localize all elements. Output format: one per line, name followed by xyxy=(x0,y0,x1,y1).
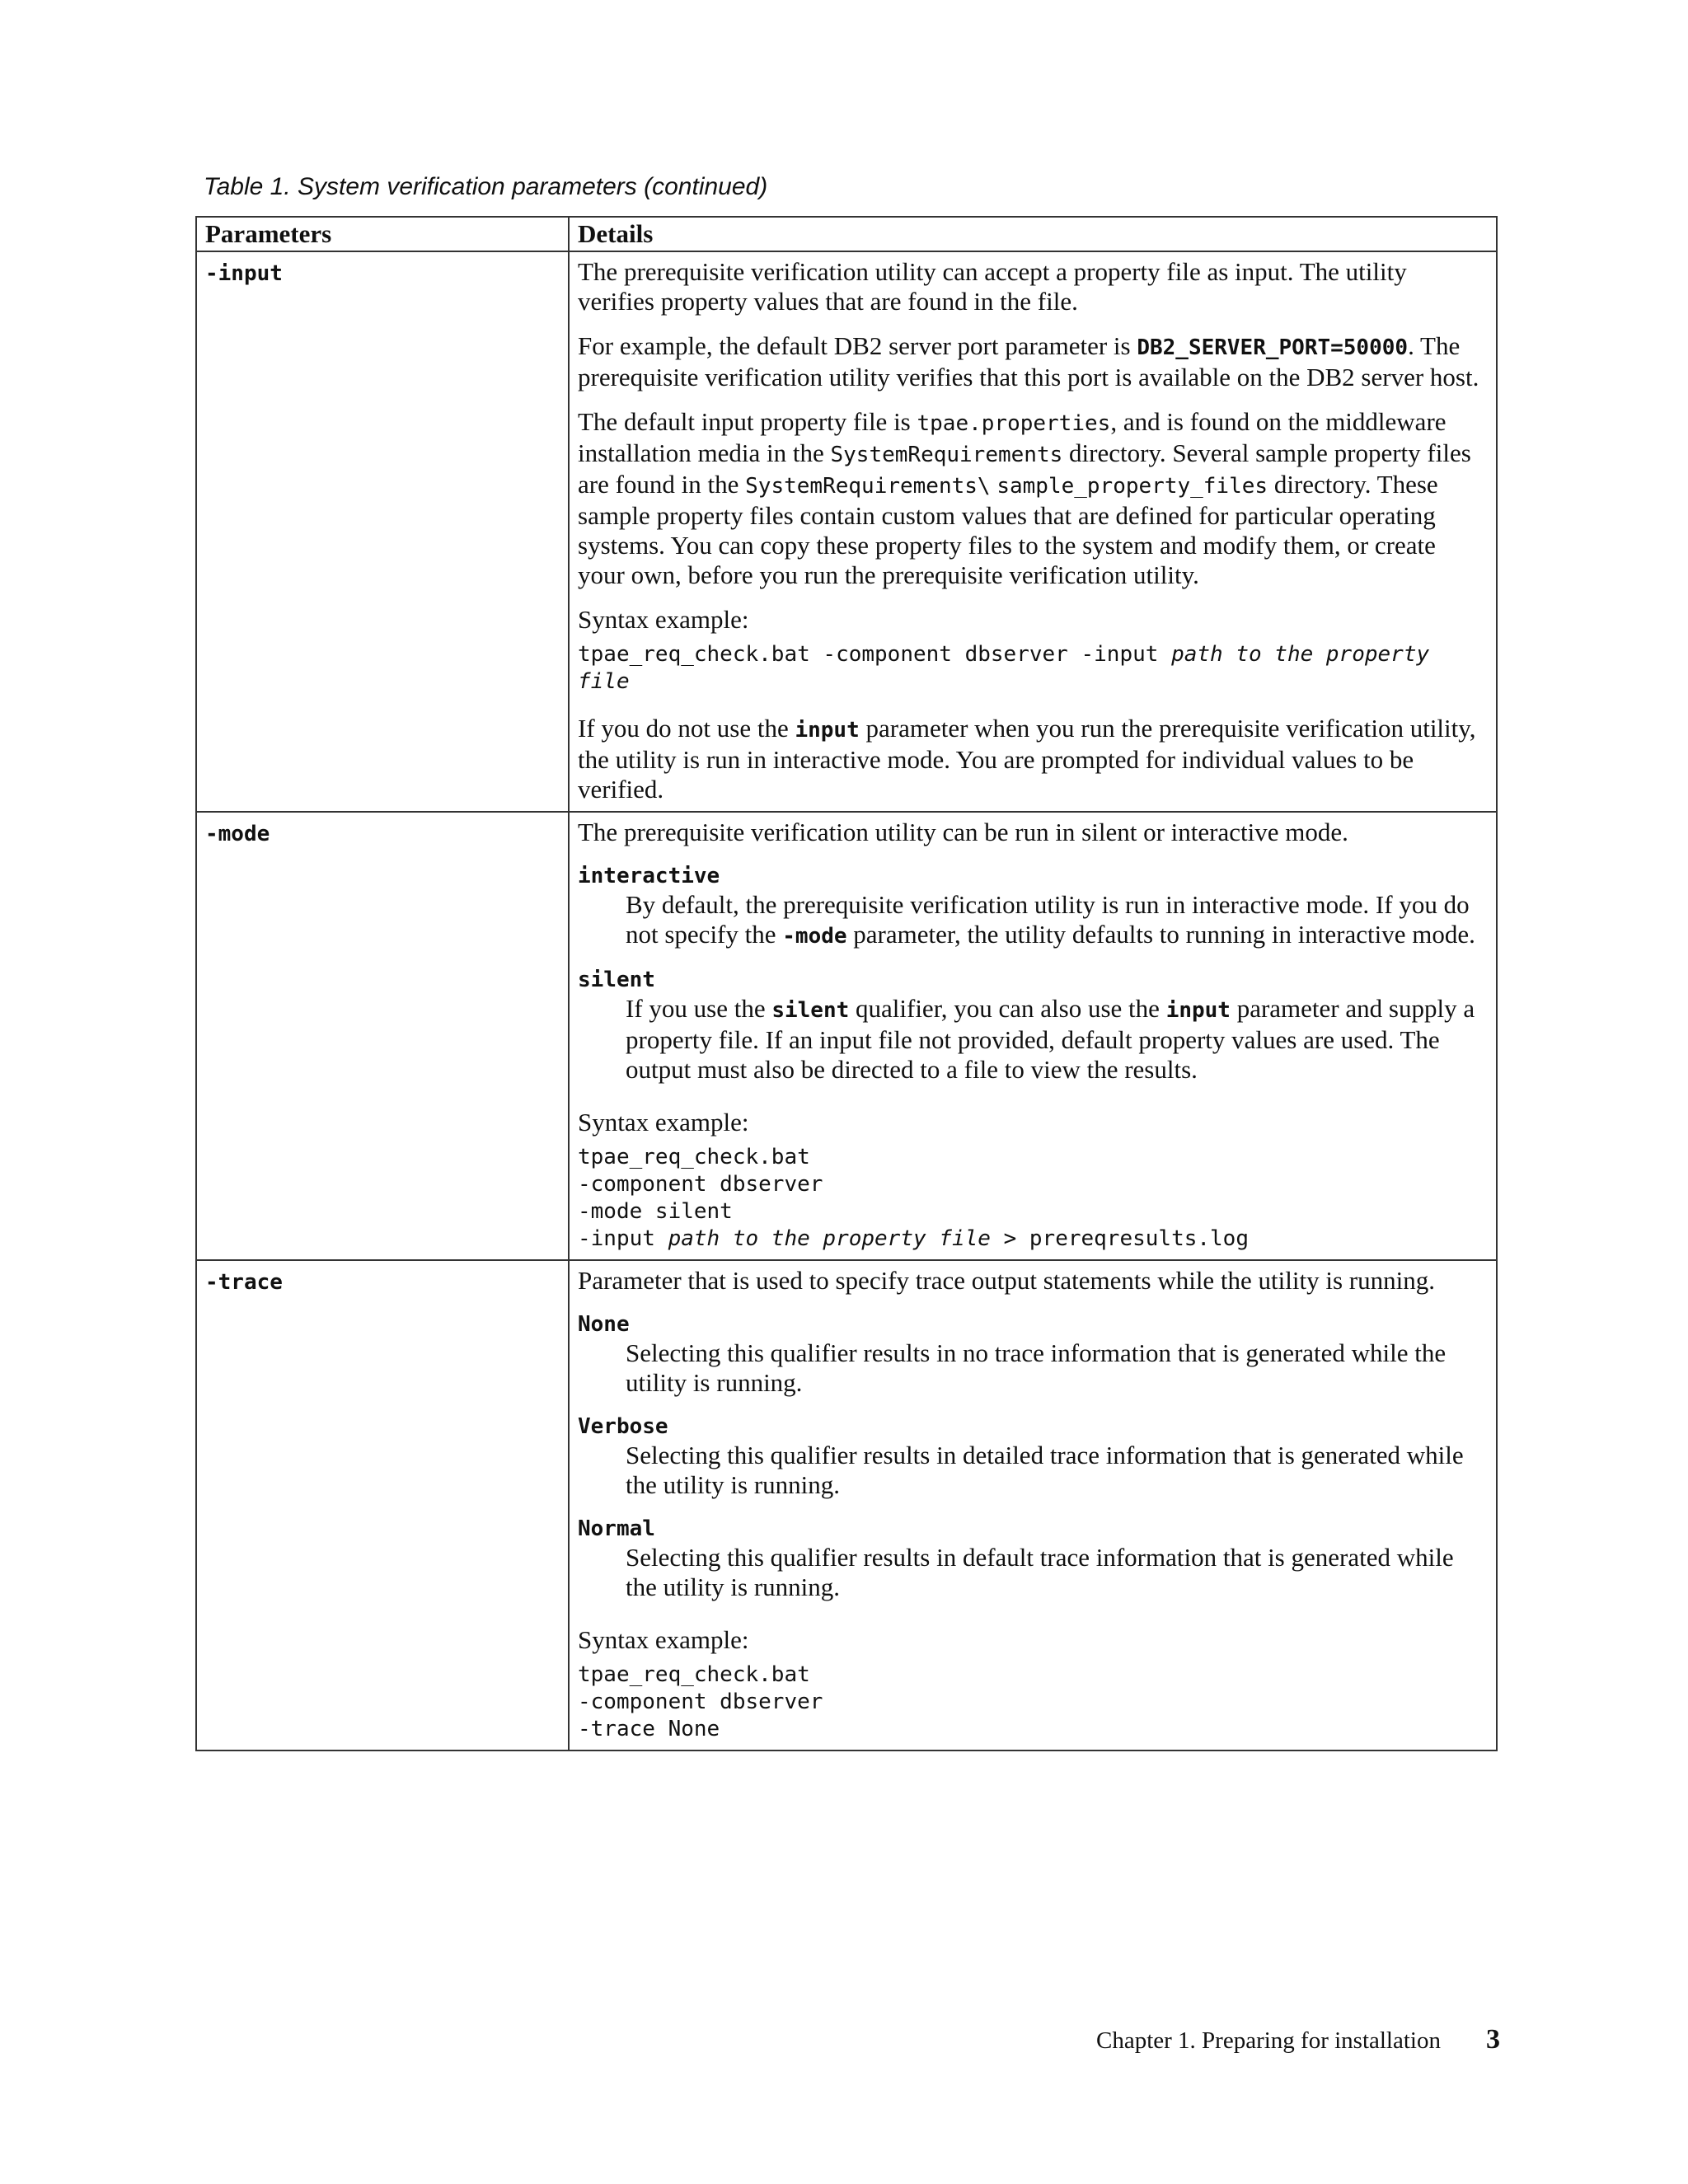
table-caption: Table 1. System verification parameters (continued) xyxy=(204,173,768,200)
qualifier-definition: Selecting this qualifier results in no trace information that is generated while the utility is running. xyxy=(626,1338,1447,1397)
param-cell xyxy=(196,1260,569,1750)
qualifier-term: interactive xyxy=(578,864,720,888)
qualifier-definition: If you use the silent qualifier, you can also use the input parameter and supply a property file. If an input file not provided, default property values are used. The output must also be directed to a file to view the results. xyxy=(626,994,1475,1084)
qualifier-term: Normal xyxy=(578,1516,655,1541)
parameters-table xyxy=(195,216,1498,1751)
qualifier-definition: Selecting this qualifier results in default trace information that is generated while the utility is running. xyxy=(626,1543,1454,1601)
details-cell xyxy=(569,812,1497,1260)
header-parameters: Parameters xyxy=(196,217,569,251)
syntax-label: Syntax example: xyxy=(578,605,749,634)
details-cell xyxy=(569,251,1497,812)
details-paragraph: If you do not use the input parameter when you run the prerequisite verification utility, the utility is run in interactive mode. You are prompted for individual values to be verified. xyxy=(578,714,1476,804)
syntax-label: Syntax example: xyxy=(578,1108,749,1137)
param-cell xyxy=(196,812,569,1260)
table-header-row xyxy=(196,217,1497,251)
syntax-code: tpae_req_check.bat -component dbserver -trace None xyxy=(578,1662,823,1741)
details-paragraph: Parameter that is used to specify trace output statements while the utility is running. xyxy=(578,1266,1435,1295)
param-name: -input xyxy=(205,261,283,286)
syntax-code: tpae_req_check.bat -component dbserver -input path to the property file xyxy=(578,642,1430,694)
details-paragraph: The prerequisite verification utility can be run in silent or interactive mode. xyxy=(578,818,1348,846)
syntax-label: Syntax example: xyxy=(578,1625,749,1654)
table-row-trace xyxy=(196,1260,1497,1750)
page-number: 3 xyxy=(1486,2024,1500,2055)
table-row-mode xyxy=(196,812,1497,1260)
param-name: -mode xyxy=(205,822,270,846)
page-footer xyxy=(1096,2024,1500,2055)
qualifier-definition: By default, the prerequisite verification utility is run in interactive mode. If you do not specify the -mode parameter, the utility defaults to running in interactive mode. xyxy=(626,890,1475,949)
param-cell xyxy=(196,251,569,812)
qualifier-definition: Selecting this qualifier results in detailed trace information that is generated while the utility is running. xyxy=(626,1441,1464,1499)
header-details: Details xyxy=(569,217,1497,251)
details-cell xyxy=(569,1260,1497,1750)
qualifier-term: Verbose xyxy=(578,1414,668,1439)
syntax-code: tpae_req_check.bat -component dbserver -mode silent -input path to the property file > prereqresults.log xyxy=(578,1145,1249,1251)
details-paragraph: For example, the default DB2 server port parameter is DB2_SERVER_PORT=50000. The prerequisite verification utility verifies that this port is available on the DB2 server host. xyxy=(578,331,1479,391)
table-row-input xyxy=(196,251,1497,812)
chapter-title: Chapter 1. Preparing for installation xyxy=(1096,2027,1441,2054)
details-paragraph: The prerequisite verification utility can accept a property file as input. The utility verifies property values that are found in the file. xyxy=(578,257,1407,316)
qualifier-term: silent xyxy=(578,968,655,992)
param-name: -trace xyxy=(205,1270,283,1295)
details-paragraph: The default input property file is tpae.properties, and is found on the middleware installation media in the SystemRequirements directory. Several sample property files are found in the SystemRequirements\ sample_property_files directory. These sample property files contain custom values that are defined for particular operating systems. You can copy these property files to the system and modify them, or create your own, before you run the prerequisite verification utility. xyxy=(578,407,1471,589)
qualifier-term: None xyxy=(578,1312,630,1337)
